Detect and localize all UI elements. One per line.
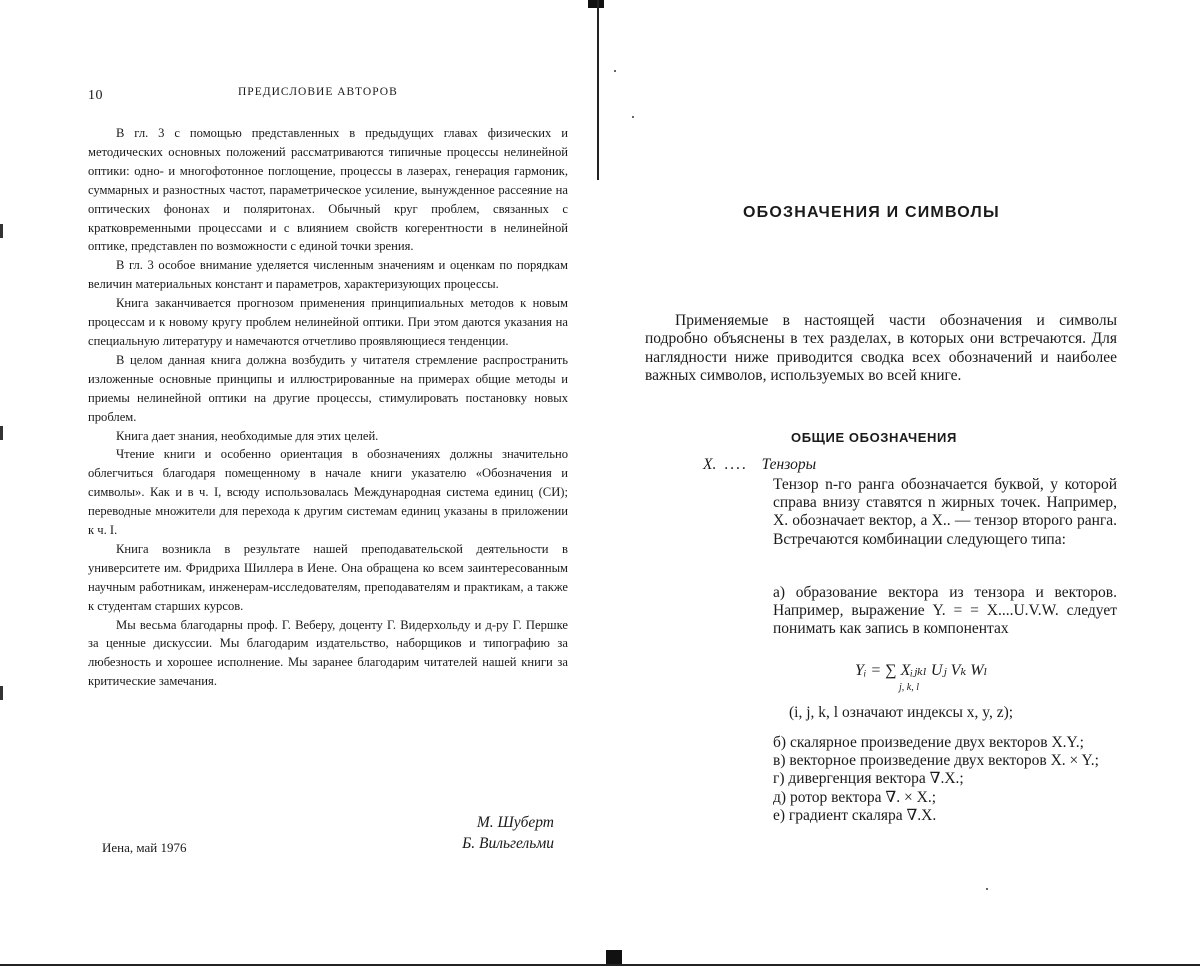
right-page [645,198,1120,878]
term-symbol: X. [703,456,717,473]
paragraph: В гл. 3 особое внимание уделяется численным значениям и оценкам по порядкам величин материальных констант и параметров, характеризующих процессы. [88,258,568,292]
author-signatures [462,812,554,854]
term-row-tensors [703,456,816,474]
paragraph: В целом данная книга должна возбудить у читателя стремление распространить изложенные основные принципы и иллюстрированные на примерах общие методы и приемы нелинейной оптики на другие процессы, стимулировать постановку новых проблем. [88,352,568,424]
list-marker: в) [773,752,786,770]
list-item [773,770,1117,788]
edge-mark [0,686,3,700]
paragraph: Книга заканчивается прогнозом применения принципиальных методов к новым процессам и к новому кругу проблем нелинейной оптики. При этом даются указания на специальную литературу и намечаются отчетливо проявляющиеся тенденции. [88,296,568,348]
list-text: скалярное произведение двух векторов X.Y.; [789,734,1084,751]
term-name: Тензоры [761,456,817,473]
list-text: градиент скаляра ∇.X. [788,806,937,824]
section-title: ОБЩИЕ ОБОЗНАЧЕНИЯ [791,430,957,445]
page-title: ОБОЗНАЧЕНИЯ И СИМВОЛЫ [743,204,1000,221]
paragraph: В гл. 3 с помощью представленных в предыдущих главах физических и методических основных положений рассматриваются типичные процессы нелинейной оптики: одно- и многофотонное поглощение, процессы в лазерах, генерация гармоник, суммарных и разностных частот, параметрическое усиление, вынужденное рассеяние на оптических фононах и поляритонах. Обычный круг проблем, связанных с кратковременными процессами и с влиянием свойств когерентности в нелинейной оптике, представлен по возможности с единой точки зрения. [88,126,568,254]
term-description: Тензор n-го ранга обозначается буквой, у которой справа внизу ставятся n жирных точек. Например, X. обозначает вектор, а X.. — тензор второго ранга. Встречаются комбинации следующего типа: [773,476,1117,548]
scan-speck [614,70,616,72]
term-dots: .... [724,456,748,473]
place-date: Иена, май 1976 [102,840,187,855]
gutter-line [597,0,599,180]
list-text: векторное произведение двух векторов X. × Y.; [789,752,1099,770]
list-marker: д) [773,788,787,806]
list-item [773,752,1117,770]
gutter-bottom-mark [606,950,622,964]
list-item [773,734,1117,752]
page-number: 10 [88,88,103,103]
list-item [773,807,1117,825]
paragraph: Книга дает знания, необходимые для этих целей. [116,428,379,443]
list-marker: е) [773,806,786,824]
page-header [88,84,568,108]
list-item-a: а) образование вектора из тензора и векторов. Например, выражение Y. = = X....U.V.W. следует понимать как запись в компонентах [773,584,1117,638]
combination-list [773,734,1117,825]
edge-mark [0,224,3,238]
list-item [773,789,1117,807]
left-page [88,84,568,864]
scan-speck [632,116,634,118]
formula-subscript: j, k, l [899,682,919,693]
preface-body [88,124,568,691]
list-text: ротор вектора ∇. × X.; [789,788,936,806]
paragraph: Чтение книги и особенно ориентация в обозначениях должны значительно облегчиться благодаря помещенному в начале книги указателю «Обозначения и символы». Как и в ч. I, всюду использовалась Международная система единиц (СИ); переводные множители для перехода к другим системам единиц указаны в приложении к ч. I. [88,447,568,538]
formula-main: Yᵢ = ∑ Xᵢⱼₖₗ Uⱼ Vₖ Wₗ [855,662,988,679]
list-marker: г) [773,770,785,788]
gutter-top-mark [588,0,604,8]
edge-mark [0,426,3,440]
signature-wilhelmi: Б. Вильгельми [462,835,554,852]
paragraph: Мы весьма благодарны проф. Г. Веберу, доценту Г. Видерхольду и д-ру Г. Першке за ценные дискуссии. Мы благодарим издательство, наборщиков и типографию за любезность и хорошее исполнение. Мы заранее благодарим читателей нашей книги за критические замечания. [88,617,568,689]
bottom-edge-line [0,964,1200,966]
signature-schubert: М. Шуберт [476,814,554,831]
scan-speck [986,888,988,890]
running-head: ПРЕДИСЛОВИЕ АВТОРОВ [238,86,398,98]
list-text: дивергенция вектора ∇.X.; [788,770,964,788]
paragraph: Книга возникла в результате нашей преподавательской деятельности в университете им. Фридриха Шиллера в Иене. Она обращена ко всем заинтересованным научным работникам, инженерам-исследователям, преподавателям и практикам, а также к студентам старших курсов. [88,541,568,613]
intro-paragraph: Применяемые в настоящей части обозначения и символы подробно объяснены в тех разделах, в которых они встречаются. Для наглядности ниже приводится сводка всех обозначений и наиболее важных символов, используемых во всей книге. [645,312,1117,384]
formula [855,660,988,693]
list-marker: б) [773,734,787,751]
formula-note: (i, j, k, l означают индексы x, y, z); [789,704,1014,721]
